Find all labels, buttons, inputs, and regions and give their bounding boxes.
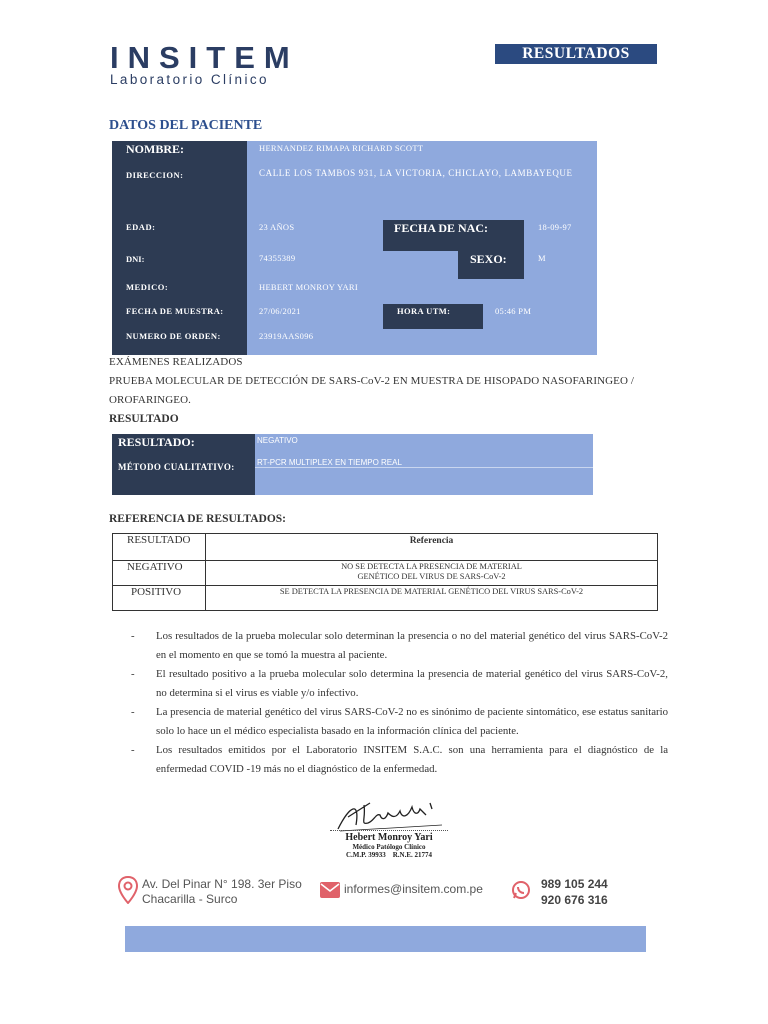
phone-2: 920 676 316 [541,893,608,907]
reference-table [112,533,658,611]
orden-value: 23919AAS096 [247,329,597,355]
row-result: POSITIVO [113,586,206,611]
nombre-value: HERNANDEZ RIMAPA RICHARD SCOTT [259,143,424,153]
sexo-label: SEXO: [458,251,524,279]
note-item: - La presencia de material genético del virus SARS-CoV-2 no es sinónimo de paciente sintomático, ese estatus sanitario solo lo hace un el médico especialista basado en la información clínica del paciente. [131,706,668,737]
table-header-row [113,534,658,561]
metodo-label: MÉTODO CUALITATIVO: [118,462,235,472]
direccion-label: DIRECCION: [126,170,184,180]
patient-heading: DATOS DEL PACIENTE [109,118,263,133]
nombre-label: NOMBRE: [126,142,184,156]
result-label-cell [112,434,255,495]
row-reference: SE DETECTA LA PRESENCIA DE MATERIAL GENÉTICO DEL VIRUS SARS-CoV-2 [206,586,658,611]
signature-title: Médico Patólogo Clínico [352,843,426,851]
hora-value: 05:46 PM [483,304,597,329]
fecha-nac-label: FECHA DE NAC: [383,220,524,251]
exams-heading: EXÁMENES REALIZADOS [109,356,243,368]
email-icon [320,882,340,898]
nombre-dir-value-cell [247,141,597,220]
fecha-nac-value: 18-09-97 [524,220,597,251]
logo-tagline: Laboratorio Clínico [110,72,269,87]
orden-label: NUMERO DE ORDEN: [112,329,247,355]
note-item: - Los resultados emitidos por el Laboratorio INSITEM S.A.C. son una herramienta para el diagnóstico de la enfermedad COVID -19 más no el diagnóstico de la enfermedad. [131,744,668,775]
note-item: - El resultado positivo a la prueba molecular solo determina la presencia de material genético del virus SARS-CoV-2, no determina si el virus es viable y/o infectivo. [131,668,668,699]
col-resultado-header: RESULTADO [113,534,206,561]
dni-label: DNI: [112,251,247,279]
row-reference: NO SE DETECTA LA PRESENCIA DE MATERIAL GENÉTICO DEL VIRUS DE SARS-CoV-2 [206,561,658,586]
fecha-muestra-value: 27/06/2021 [247,304,383,329]
footer-bar [125,926,646,952]
reference-heading: REFERENCIA DE RESULTADOS: [109,513,287,525]
col-referencia-header: Referencia [206,534,658,561]
notes-list [128,627,668,779]
address-line-2: Chacarilla - Surco [142,892,238,906]
fecha-muestra-label: FECHA DE MUESTRA: [112,304,247,329]
metodo-value: RT-PCR MULTIPLEX EN TIEMPO REAL [255,458,593,468]
edad-value: 23 AÑOS [247,220,383,251]
dni-value: 74355389 [247,251,458,279]
location-pin-icon [118,876,138,904]
signature-block [330,830,448,859]
email-text: informes@insitem.com.pe [344,882,483,896]
exams-line-2: OROFARINGEO. [109,394,191,406]
signature-name: Hebert Monroy Yari [330,830,448,843]
phone-1: 989 105 244 [541,877,608,891]
signature-scribble [330,795,450,835]
table-row [113,561,658,586]
hora-label: HORA UTM: [383,304,483,329]
table-row [113,586,658,611]
nombre-dir-label-cell [112,141,247,220]
sexo-value: M [524,251,597,279]
results-banner: RESULTADOS [495,44,657,64]
result-value-cell [255,434,593,495]
signature-registration: C.M.P. 39933 R.N.E. 21774 [345,851,433,859]
edad-label: EDAD: [112,220,247,251]
logo-wordmark: INSITEM [110,40,299,75]
medico-label: MEDICO: [112,279,247,304]
row-result: NEGATIVO [113,561,206,586]
address-line-1: Av. Del Pinar N° 198. 3er Piso [142,877,302,891]
direccion-value: CALLE LOS TAMBOS 931, LA VICTORIA, CHICLAYO, LAMBAYEQUE [259,168,573,178]
resultado-value: NEGATIVO [257,436,298,445]
exams-line-1: PRUEBA MOLECULAR DE DETECCIÓN DE SARS-CoV-2 EN MUESTRA DE HISOPADO NASOFARINGEO / [109,375,635,387]
whatsapp-icon [511,880,531,900]
resultado-label: RESULTADO: [118,435,195,449]
result-heading: RESULTADO [109,413,179,425]
medico-value: HEBERT MONROY YARI [247,279,597,304]
note-item: - Los resultados de la prueba molecular solo determinan la presencia o no del material genético del virus SARS-CoV-2 en el momento en que se tomó la muestra al paciente. [131,630,668,661]
